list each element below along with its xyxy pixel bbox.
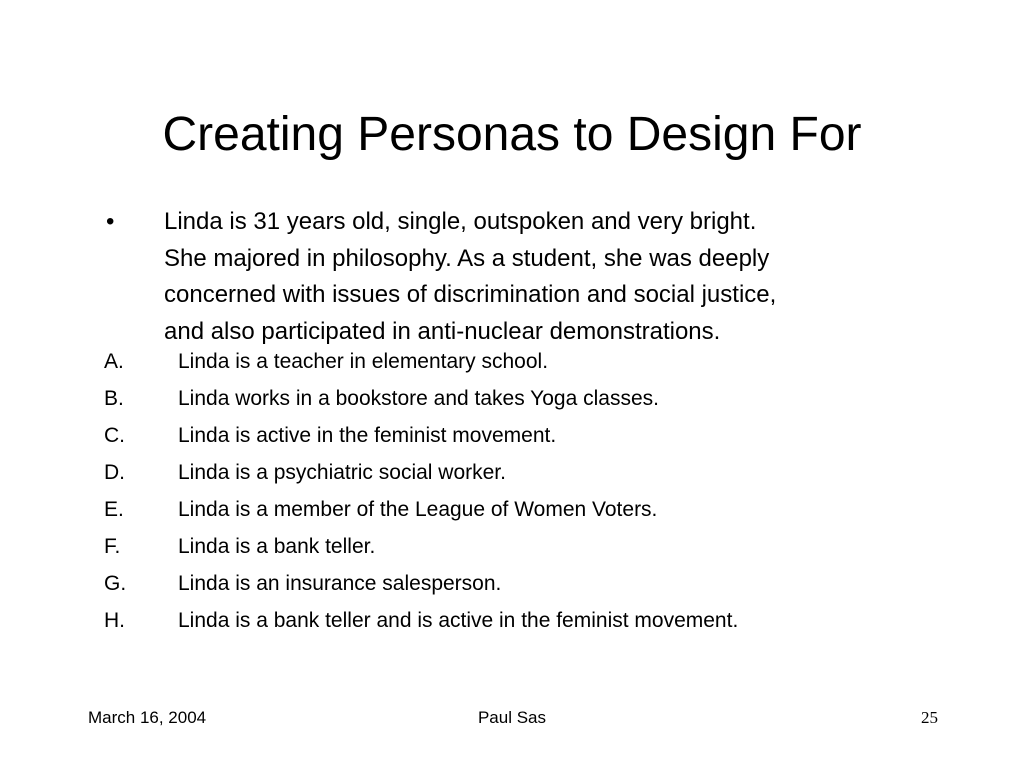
option-letter: F. (104, 535, 121, 558)
option-text: Linda is a bank teller. (178, 535, 376, 558)
bullet-marker: • (106, 208, 115, 235)
option-item (104, 528, 924, 565)
option-text: Linda is a psychiatric social worker. (178, 461, 506, 484)
option-item (104, 454, 924, 491)
option-item (104, 565, 924, 602)
option-letter: A. (104, 350, 124, 373)
slide-title: Creating Personas to Design For (162, 108, 862, 161)
persona-description-text (164, 204, 924, 350)
option-text: Linda is an insurance salesperson. (178, 572, 502, 595)
option-letter: G. (104, 572, 127, 595)
option-letter: H. (104, 609, 125, 632)
option-letter: E. (104, 498, 124, 521)
description-line: Linda is 31 years old, single, outspoken and very bright. (164, 208, 757, 235)
option-item (104, 491, 924, 528)
option-item (104, 417, 924, 454)
option-letter: B. (104, 387, 124, 410)
description-line: concerned with issues of discrimination and social justice, (164, 281, 777, 308)
footer-page-number: 25 (921, 708, 938, 727)
description-line: She majored in philosophy. As a student, she was deeply (164, 244, 770, 272)
footer-author: Paul Sas (477, 708, 547, 727)
option-text: Linda is active in the feminist movement. (178, 424, 557, 447)
option-list (104, 343, 924, 639)
description-line: and also participated in anti-nuclear demonstrations. (164, 317, 721, 345)
option-item (104, 602, 924, 639)
option-text: Linda is a member of the League of Women Voters. (178, 498, 658, 521)
option-text: Linda is a bank teller and is active in the feminist movement. (178, 609, 739, 632)
option-item (104, 380, 924, 417)
option-item (104, 343, 924, 380)
option-letter: D. (104, 461, 125, 484)
footer-date: March 16, 2004 (88, 708, 207, 727)
option-text: Linda is a teacher in elementary school. (178, 350, 549, 373)
option-text: Linda works in a bookstore and takes Yoga classes. (178, 387, 659, 410)
option-letter: C. (104, 424, 125, 447)
